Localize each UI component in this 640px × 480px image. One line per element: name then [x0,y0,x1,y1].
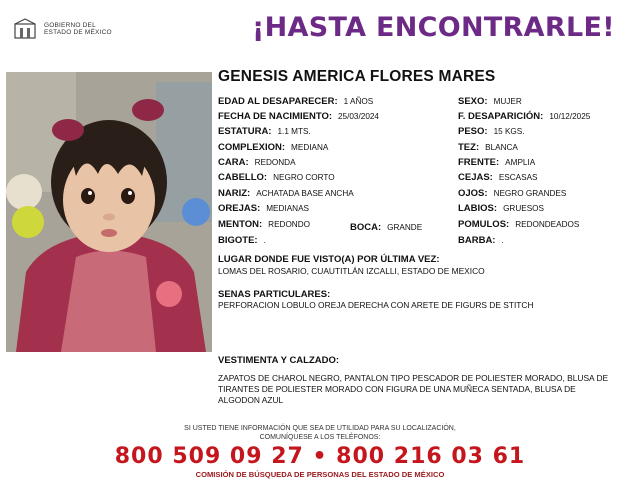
field-labios [458,203,544,215]
field-label: CABELLO: [218,172,268,183]
field-label: SEXO: [458,96,488,107]
field-peso [458,126,525,138]
field-cejas [458,172,538,184]
field-label: COMPLEXION: [218,142,286,153]
last-seen-value: LOMAS DEL ROSARIO, CUAUTITLÁN IZCALLI, ESTADO DE MEXICO [218,266,485,276]
field-pomulos [458,219,579,231]
field-value: 25/03/2024 [338,112,379,121]
field-desaparicion [458,111,590,123]
field-ojos [458,188,566,200]
headline: ¡HASTA ENCONTRARLE! [252,12,615,43]
field-complexion [218,142,328,154]
field-label: PESO: [458,126,488,137]
field-label: BIGOTE: [218,235,258,246]
field-cabello [218,172,335,184]
logo-text [44,22,112,37]
field-label: EDAD AL DESAPARECER: [218,96,338,107]
field-tez [458,142,518,154]
field-nacimiento [218,111,379,123]
government-logo [12,18,112,40]
field-value: 15 KGS. [493,127,525,136]
field-boca [350,222,422,234]
phone-numbers: 800 509 09 27 • 800 216 03 61 [114,444,526,469]
field-value: 10/12/2025 [549,112,591,121]
field-nariz [218,188,354,200]
field-bigote [218,235,266,247]
field-label: BARBA: [458,235,496,246]
commission-name: COMISIÓN DE BÚSQUEDA DE PERSONAS DEL ESTADO DE MÉXICO [195,470,445,479]
field-label: FRENTE: [458,157,500,168]
field-label: TEZ: [458,142,480,153]
marks-label: SENAS PARTICULARES: [218,289,331,300]
field-barba [458,235,504,247]
field-value: GRUESOS [503,204,545,213]
field-label: F. DESAPARICIÓN: [458,111,544,122]
field-value: 1.1 MTS. [277,127,311,136]
field-sexo [458,96,522,108]
logo-line1: GOBIERNO DEL [44,21,96,29]
field-value: . [263,236,266,245]
field-label: BOCA: [350,222,382,233]
field-value: ESCASAS [498,173,538,182]
field-label: ESTATURA: [218,126,272,137]
field-value: GRANDE [387,223,423,232]
field-value: MEDIANAS [266,204,309,213]
field-frente [458,157,535,169]
field-estatura [218,126,311,138]
logo-line2: ESTADO DE MÉXICO [44,29,112,36]
field-value: REDONDEADOS [515,220,580,229]
field-value: 1 AÑOS [343,97,374,106]
clothing-value: ZAPATOS DE CHAROL NEGRO, PANTALON TIPO PESCADOR DE POLIESTER MORADO, BLUSA DE TIRANTES DE POLIESTER MORADO CON FIGURA DE UNA MUÑECA SENTADA, BLUSA DE ALGODON AZUL [218,373,609,405]
field-value: MUJER [493,97,522,106]
field-label: CEJAS: [458,172,493,183]
field-label: LABIOS: [458,203,498,214]
field-edad [218,96,373,108]
field-value: . [501,236,504,245]
field-label: OJOS: [458,188,488,199]
missing-person-photo [6,72,212,352]
field-label: MENTON: [218,219,263,230]
field-value: BLANCA [485,143,518,152]
coat-of-arms-icon [12,18,38,40]
field-value: NEGRO CORTO [273,173,335,182]
field-orejas [218,203,309,215]
field-menton [218,219,310,231]
field-label: NARIZ: [218,188,251,199]
clothing-label: VESTIMENTA Y CALZADO: [218,355,340,366]
field-label: OREJAS: [218,203,261,214]
field-value: REDONDA [254,158,296,167]
field-cara [218,157,296,169]
field-value: REDONDO [268,220,311,229]
field-label: CARA: [218,157,249,168]
field-label: POMULOS: [458,219,510,230]
footer-note [0,425,640,442]
marks-value: PERFORACION LOBULO OREJA DERECHA CON ARETE DE FIGURS DE STITCH [218,300,534,310]
field-value: NEGRO GRANDES [493,189,567,198]
last-seen-label: LUGAR DONDE FUE VISTO(A) POR ÚLTIMA VEZ: [218,254,440,265]
field-value: AMPLIA [505,158,536,167]
field-label: FECHA DE NACIMIENTO: [218,111,332,122]
field-value: ACHATADA BASE ANCHA [256,189,354,198]
footer-note-line1: SI USTED TIENE INFORMACIÓN QUE SEA DE UTILIDAD PARA SU LOCALIZACIÓN, [184,425,456,432]
person-name: GENESIS AMERICA FLORES MARES [218,68,496,85]
footer-note-line2: COMUNÍQUESE A LOS TELÉFONOS: [259,433,381,441]
field-value: MEDIANA [291,143,329,152]
